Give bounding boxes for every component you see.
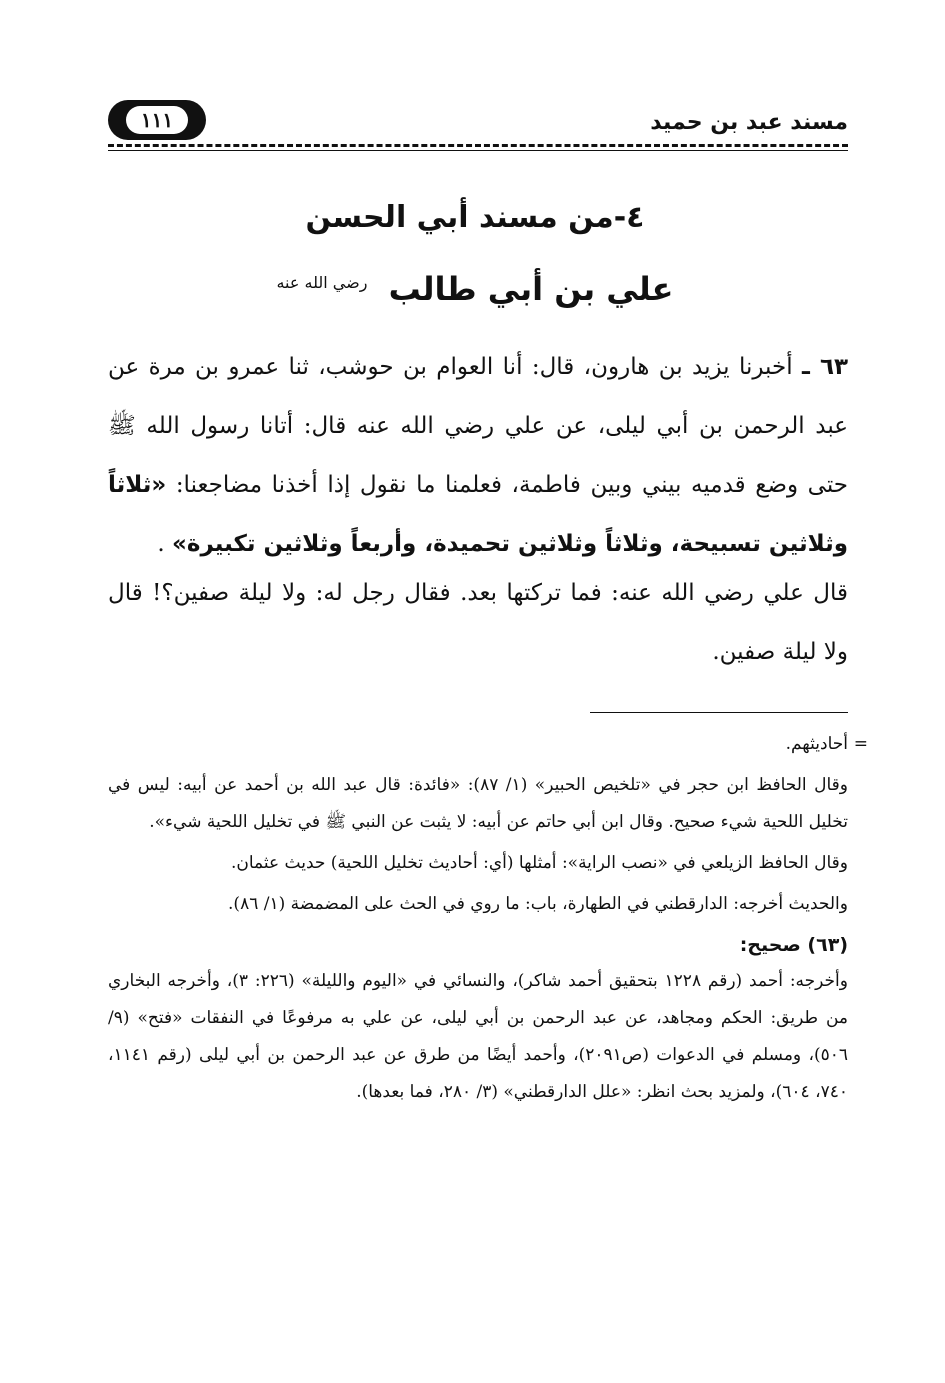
footnotes (108, 726, 868, 1115)
comment-paragraph: قال علي رضي الله عنه: فما تركتها بعد. فقال رجل له: ولا ليلة صفين؟! قال ولا ليلة صفين. (108, 580, 848, 665)
hadith-text: أخبرنا يزيد بن هارون، قال: أنا العوام بن حوشب، ثنا عمرو بن مرة عن عبد الرحمن بن أبي ليلى، عن علي رضي الله عنه قال: أتانا رسول الله ﷺ حتى وضع قدميه بيني وبين فاطمة، فعلمنا ما نقول إذا أخذنا مضاجعنا: (108, 354, 849, 498)
running-title: مسند عبد بن حميد (650, 110, 848, 135)
hadith-number: ٦٣ ـ (802, 354, 849, 380)
hadith-end: . (157, 531, 165, 557)
footnote-paragraph (108, 726, 868, 763)
hadith-quote: «ثلاثاً وثلاثين تسبيحة، وثلاثاً وثلاثين تحميدة، وأربعاً وثلاثين تكبيرة» (108, 472, 848, 557)
honorific: رضي الله عنه (276, 273, 368, 293)
page-header (108, 98, 848, 156)
page-number: ١١١ (126, 106, 188, 134)
section-title: ٤-من مسند أبي الحسن (305, 200, 645, 235)
footnote-paragraph: وقال الحافظ الزيلعي في «نصب الراية»: أمثلها (أي: أحاديث تخليل اللحية) حديث عثمان. (230, 853, 848, 873)
footnote-paragraph: وأخرجه: أحمد (رقم ١٢٢٨ بتحقيق أحمد شاكر)، والنسائي في «اليوم والليلة» (٢٢٦: ٣)، وأخرجه البخاري من طريق: الحكم ومجاهد، عن عبد الرحمن بن أبي ليلى، عن علي به مرفوعًا في النفقات «فتح» (٩/ ٥٠٦)، ومسلم في الدعوات (ص٢٠٩١)، وأحمد أيضًا من طرق عن عبد الرحمن بن أبي ليلى (رقم ١١٤١، ٧٤٠، ٦٠٤)، ولمزيد بحث انظر: «علل الدارقطني» (٣/ ٢٨٠، فما بعدها). (108, 971, 848, 1102)
footnote-separator (590, 712, 848, 713)
header-solid-rule (108, 150, 848, 151)
hadith-paragraph (108, 338, 848, 574)
footnote-text: أحاديثهم. (785, 734, 848, 754)
page-number-badge (108, 100, 206, 140)
subsection-name: علي بن أبي طالب (388, 270, 674, 308)
header-dashed-rule (108, 144, 848, 147)
subsection-title (120, 270, 830, 308)
footnote-paragraph: وقال الحافظ ابن حجر في «تلخيص الحبير» (١/ ٨٧): «فائدة: قال عبد الله بن أحمد عن أبيه: ليس في تخليل اللحية شيء صحيح. وقال ابن أبي حاتم عن أبيه: لا يثبت عن النبي ﷺ في تخليل اللحية شيء». (108, 775, 848, 832)
continuation-mark: = (853, 734, 868, 754)
footnote-heading: (٦٣) صحيح: (739, 934, 848, 956)
footnote-paragraph: والحديث أخرجه: الدارقطني في الطهارة، باب: ما روي في الحث على المضمضة (١/ ٨٦). (228, 894, 848, 914)
